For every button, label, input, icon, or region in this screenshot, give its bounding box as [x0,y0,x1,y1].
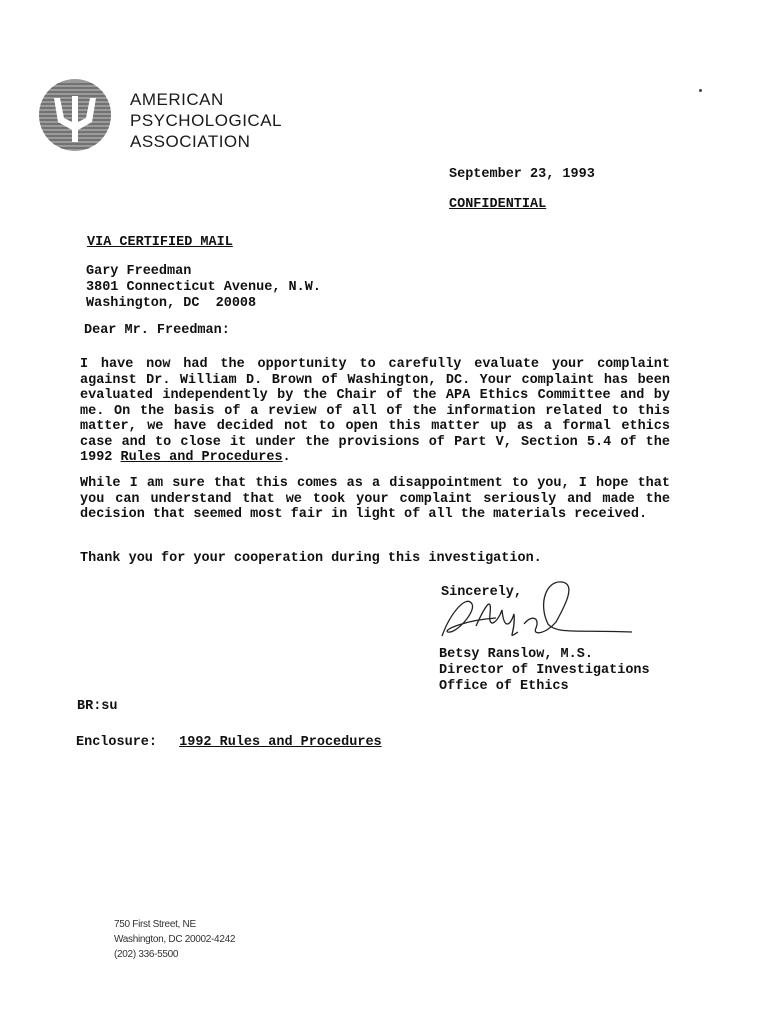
recipient-street: 3801 Connecticut Avenue, N.W. [86,280,321,295]
rules-and-procedures-title: Rules and Procedures [120,450,283,465]
org-line-3: ASSOCIATION [130,132,251,151]
paragraph-1-text: I have now had the opportunity to carefully evaluate your complaint against Dr. William D. Brown of Washington, DC. Your complaint has been evaluated independently by the Chair of the APA Ethics Committee and by me. On the basis of a review of all of the information related to this matter, we have decided not to open this matter up as a formal ethics case and to close it under the provisions of Part V, Section 5.4 of the 1992 [80,357,670,465]
salutation: Dear Mr. Freedman: [84,323,230,338]
body-paragraph-3: Thank you for your cooperation during this investigation. [80,551,542,566]
apa-logo [38,78,112,152]
footer-city: Washington, DC 20002-4242 [114,934,236,945]
enclosure-value: 1992 Rules and Procedures [179,735,382,750]
recipient-name: Gary Freedman [86,264,192,279]
closing: Sincerely, [441,585,523,600]
recipient-city: Washington, DC 20008 [86,296,257,311]
org-line-2: PSYCHOLOGICAL [130,111,282,130]
confidential-label: CONFIDENTIAL [449,197,547,212]
signer-office: Office of Ethics [439,679,569,694]
enclosure-label: Enclosure: [76,735,158,750]
psi-logo-icon [38,78,112,152]
body-paragraph-1 [80,357,670,466]
paragraph-1-end: . [282,450,291,465]
footer-address [114,917,235,962]
body-paragraph-2: While I am sure that this comes as a disappointment to you, I hope that you can understand that we took your complaint seriously and made the decision that seemed most fair in light of all the materials received. [80,476,670,522]
org-line-1: AMERICAN [130,90,224,109]
footer-street: 750 First Street, NE [114,919,196,930]
signer-title: Director of Investigations [439,663,650,678]
handwritten-signature [436,574,636,644]
signer-name: Betsy Ranslow, M.S. [439,647,593,662]
letter-date: September 23, 1993 [449,167,595,182]
footer-phone: (202) 336-5500 [114,949,179,960]
delivery-method: VIA CERTIFIED MAIL [87,235,233,250]
typist-initials: BR:su [77,699,118,714]
org-name [130,89,282,152]
signature-block [439,647,650,695]
recipient-address [86,264,321,312]
stray-mark [699,89,702,92]
enclosure-line [76,735,382,750]
